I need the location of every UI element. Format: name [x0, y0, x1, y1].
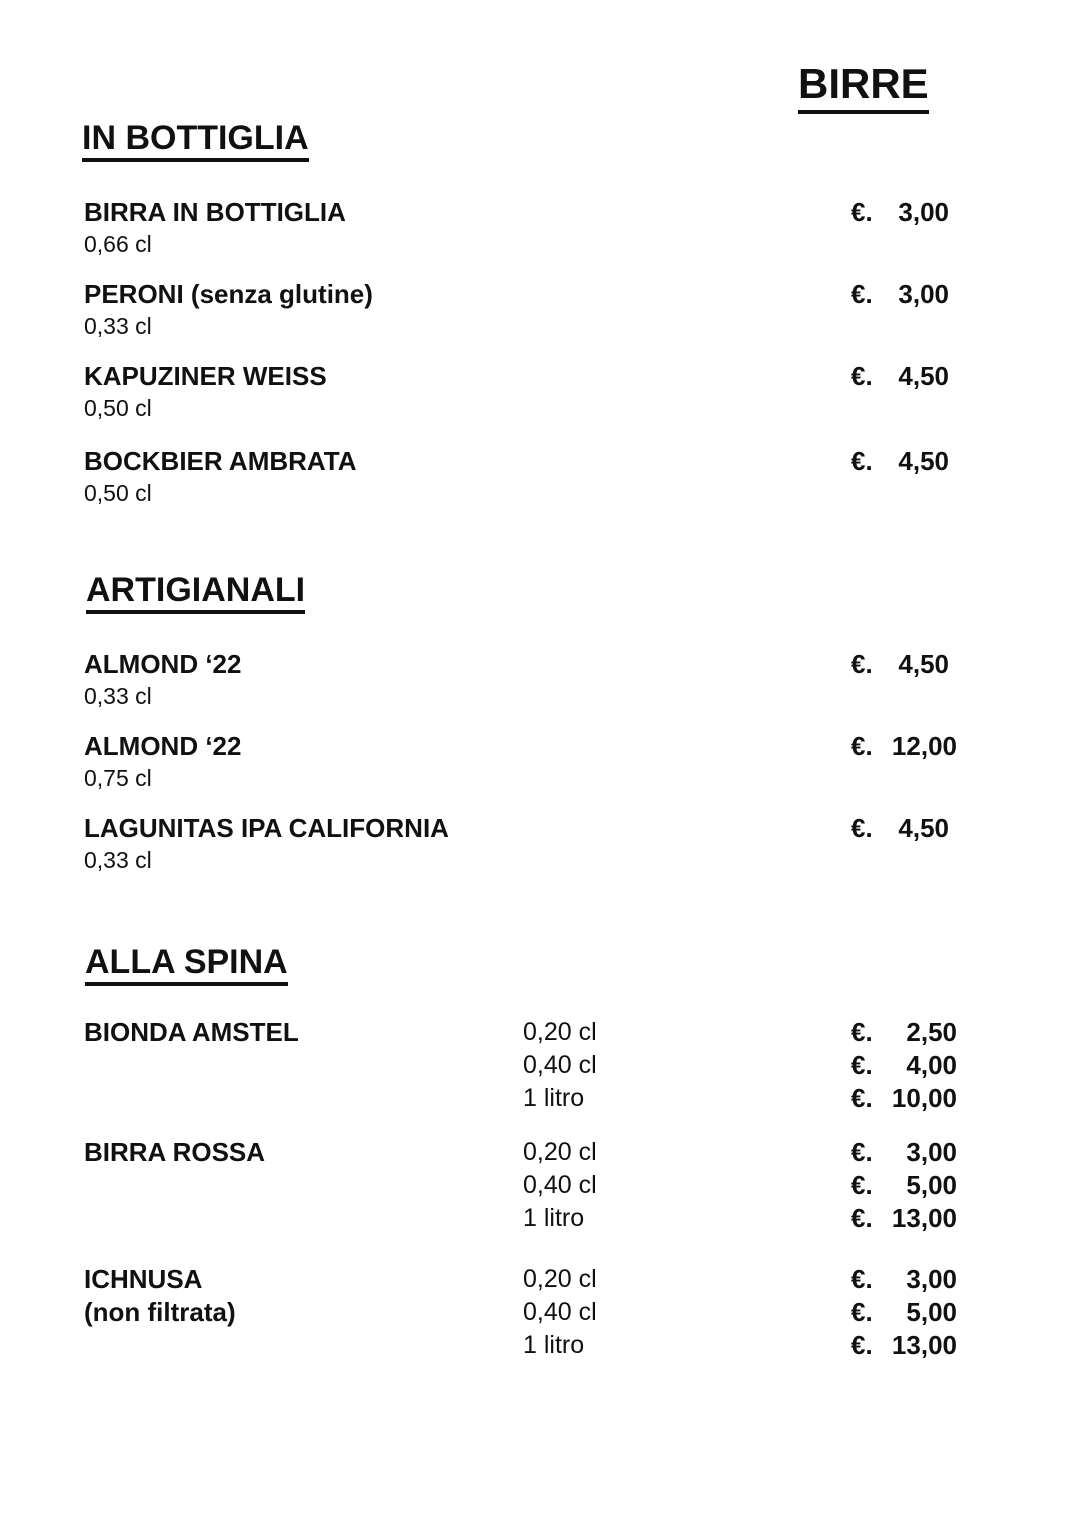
price-value: 3,00 [906, 1137, 957, 1167]
currency: €. [851, 446, 873, 476]
item-name: BIRRA ROSSA [84, 1137, 266, 1167]
item-name: ALMOND ‘22 [84, 731, 242, 761]
item-size: 0,75 cl [84, 765, 152, 791]
item-size: 0,33 cl [84, 313, 152, 339]
page-title: BIRRE [798, 58, 929, 114]
tap-size: 0,20 cl [523, 1018, 597, 1046]
item-size: 0,33 cl [84, 847, 152, 873]
currency: €. [851, 1203, 873, 1233]
tap-size: 0,20 cl [523, 1265, 597, 1293]
currency: €. [851, 813, 873, 843]
item-name: ICHNUSA [84, 1264, 203, 1294]
tap-price [851, 1016, 957, 1049]
item-price [851, 446, 949, 476]
price-value: 4,50 [898, 361, 949, 391]
tap-size: 1 litro [523, 1084, 585, 1112]
item-price [851, 197, 949, 227]
price-value: 3,00 [898, 197, 949, 227]
section-title-bottiglia: IN BOTTIGLIA [82, 118, 309, 162]
currency: €. [851, 1297, 873, 1327]
currency: €. [851, 1050, 873, 1080]
price-value: 5,00 [906, 1297, 957, 1327]
item-price [851, 649, 949, 679]
tap-price [851, 1202, 957, 1235]
item-name: ALMOND ‘22 [84, 649, 242, 679]
section-title-artigianali: ARTIGIANALI [86, 570, 305, 614]
tap-size: 0,40 cl [523, 1051, 597, 1079]
item-price [851, 361, 949, 391]
currency: €. [851, 731, 873, 761]
tap-size: 0,40 cl [523, 1298, 597, 1326]
tap-price [851, 1136, 957, 1169]
price-value: 3,00 [906, 1264, 957, 1294]
price-value: 4,50 [898, 813, 949, 843]
currency: €. [851, 361, 873, 391]
item-name: LAGUNITAS IPA CALIFORNIA [84, 813, 449, 843]
price-value: 13,00 [891, 1330, 957, 1360]
item-price [851, 279, 949, 309]
tap-price [851, 1082, 957, 1115]
item-price [851, 731, 957, 761]
tap-size: 1 litro [523, 1204, 585, 1232]
item-size: 0,50 cl [84, 480, 152, 506]
tap-size: 0,40 cl [523, 1171, 597, 1199]
currency: €. [851, 1083, 873, 1113]
price-value: 3,00 [898, 279, 949, 309]
tap-size: 0,20 cl [523, 1138, 597, 1166]
currency: €. [851, 1017, 873, 1047]
currency: €. [851, 1330, 873, 1360]
currency: €. [851, 1264, 873, 1294]
currency: €. [851, 1170, 873, 1200]
price-value: 4,50 [898, 446, 949, 476]
item-size: 0,33 cl [84, 683, 152, 709]
price-value: 2,50 [906, 1017, 957, 1047]
currency: €. [851, 279, 873, 309]
currency: €. [851, 649, 873, 679]
item-name: BIRRA IN BOTTIGLIA [84, 197, 346, 227]
price-value: 4,00 [906, 1050, 957, 1080]
tap-price [851, 1169, 957, 1202]
price-value: 10,00 [891, 1083, 957, 1113]
tap-price [851, 1049, 957, 1082]
item-name: PERONI (senza glutine) [84, 279, 373, 309]
tap-size: 1 litro [523, 1331, 585, 1359]
item-name: BOCKBIER AMBRATA [84, 446, 357, 476]
currency: €. [851, 197, 873, 227]
item-price [851, 813, 949, 843]
price-value: 12,00 [891, 731, 957, 761]
price-value: 13,00 [891, 1203, 957, 1233]
currency: €. [851, 1137, 873, 1167]
item-size: 0,50 cl [84, 395, 152, 421]
item-name: KAPUZINER WEISS [84, 361, 327, 391]
item-size: 0,66 cl [84, 231, 152, 257]
section-title-spina: ALLA SPINA [85, 942, 288, 986]
price-value: 4,50 [898, 649, 949, 679]
tap-price [851, 1329, 957, 1362]
tap-price [851, 1296, 957, 1329]
item-name: BIONDA AMSTEL [84, 1017, 299, 1047]
item-note: (non filtrata) [84, 1297, 236, 1327]
tap-price [851, 1263, 957, 1296]
price-value: 5,00 [906, 1170, 957, 1200]
